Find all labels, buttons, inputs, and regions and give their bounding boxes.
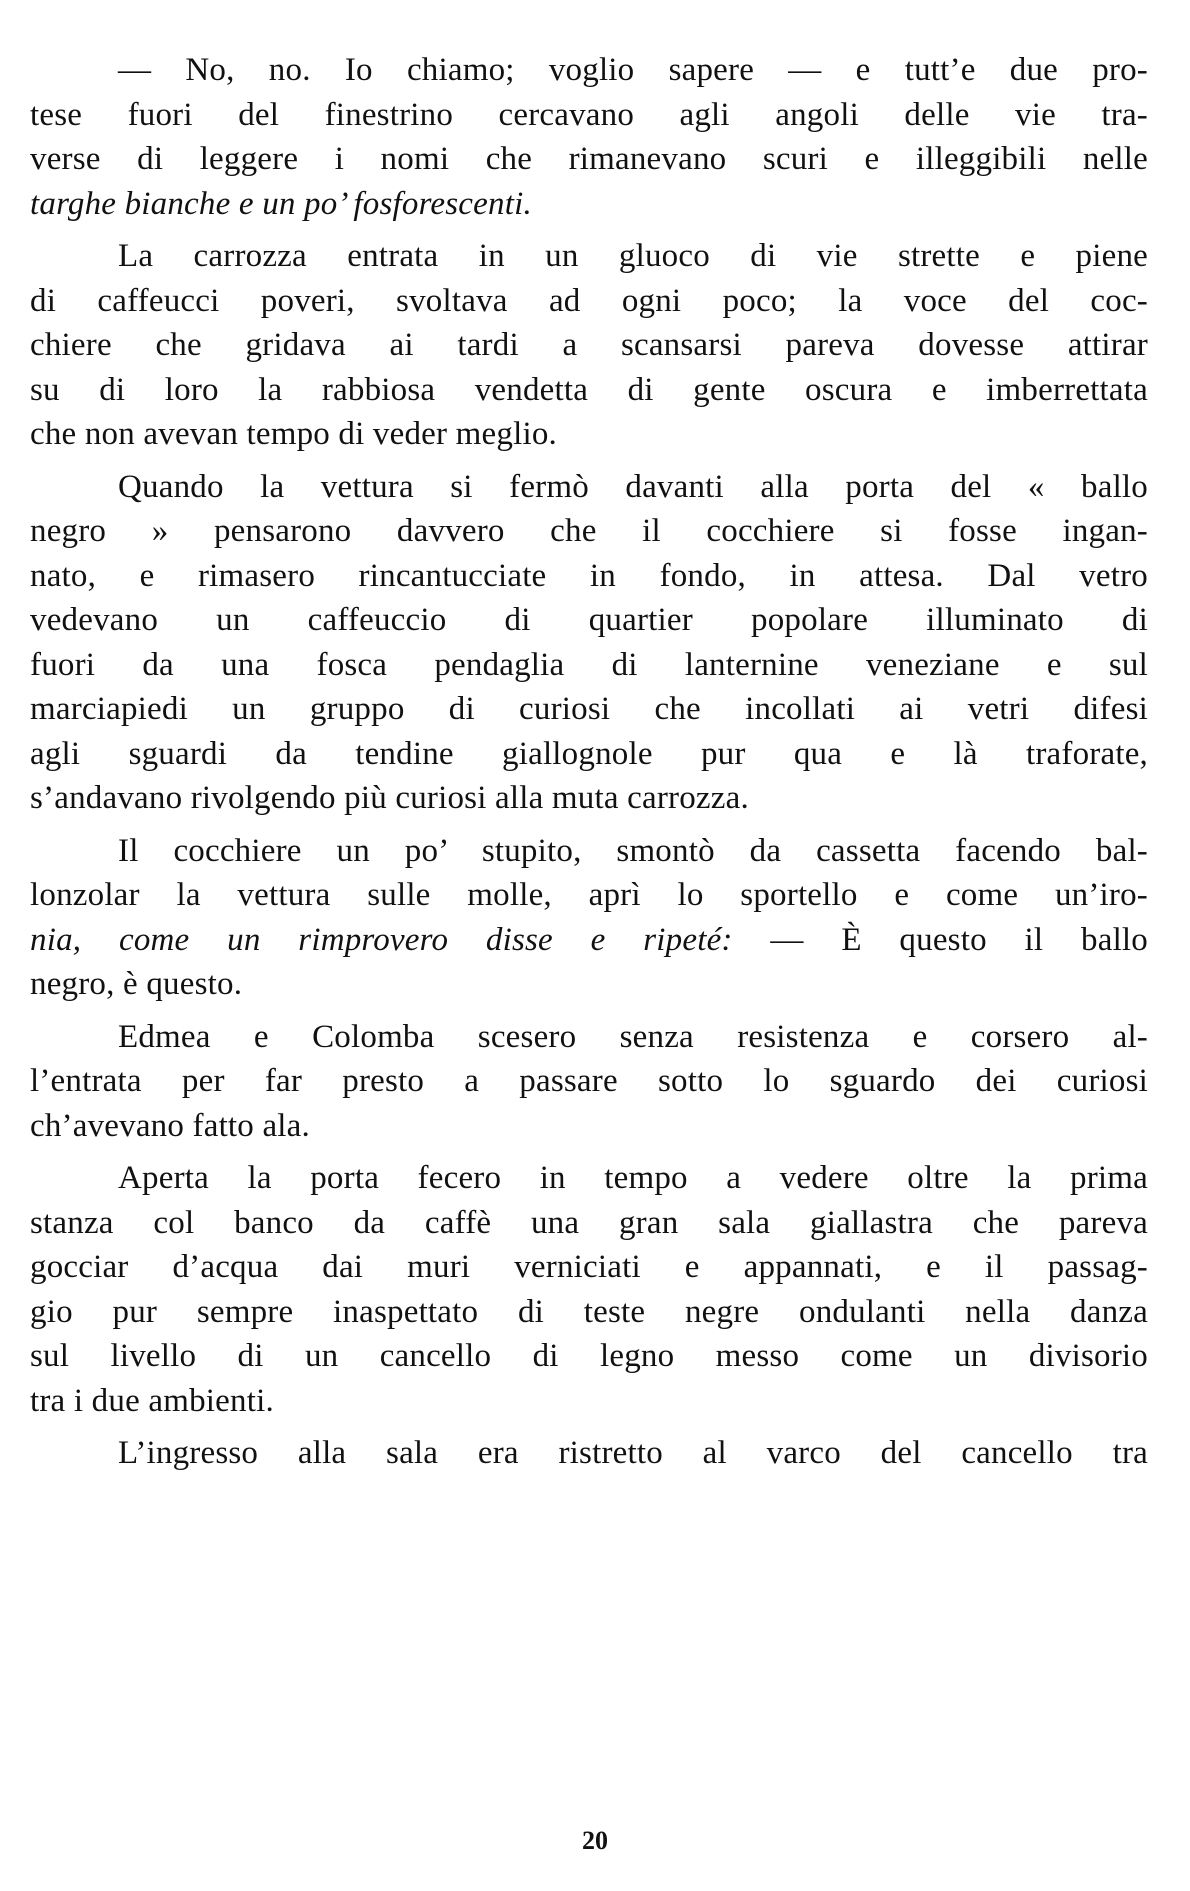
- text-line: Il cocchiere un po’ stupito, smontò da cassetta facendo bal-: [118, 832, 1148, 869]
- text-line: gio pur sempre inaspettato di teste negre ondulanti nella danza: [30, 1293, 1148, 1330]
- text-line: fuori da una fosca pendaglia di lanternine veneziane e sul: [30, 646, 1148, 683]
- text-line: Edmea e Colomba scesero senza resistenza e corsero al-: [118, 1018, 1148, 1055]
- text-line: La carrozza entrata in un gluoco di vie strette e piene: [118, 238, 1148, 274]
- text-line-mixed: [30, 918, 1148, 963]
- paragraph-7: [30, 1431, 1148, 1476]
- text-line: negro » pensarono davvero che il cocchiere si fosse ingan-: [30, 513, 1148, 549]
- text-line: agli sguardi da tendine giallognole pur qua e là traforate,: [30, 735, 1148, 772]
- text-line: L’ingresso alla sala era ristretto al varco del cancello tra: [118, 1435, 1148, 1471]
- text-line: marciapiedi un gruppo di curiosi che incollati ai vetri difesi: [30, 691, 1148, 727]
- text-line: l’entrata per far presto a passare sotto lo sguardo dei curiosi: [30, 1063, 1148, 1099]
- dialogue-phrase: — È questo il ballo: [732, 921, 1149, 958]
- page-number: 20: [582, 1826, 608, 1855]
- paragraph-6: [30, 1156, 1148, 1423]
- italic-phrase: nia, come un rimprovero disse e ripeté:: [30, 921, 733, 958]
- text-line: sul livello di un cancello di legno messo come un divisorio: [30, 1338, 1148, 1374]
- text-line: ch’avevano fatto ala.: [30, 1107, 310, 1144]
- text-line: s’andavano rivolgendo più curiosi alla muta carrozza.: [30, 780, 749, 816]
- text-line: di caffeucci poveri, svoltava ad ogni poco; la voce del coc-: [30, 282, 1148, 319]
- text-line: su di loro la rabbiosa vendetta di gente oscura e imberrettata: [30, 371, 1148, 408]
- paragraph-5: [30, 1015, 1148, 1149]
- text-line: tra i due ambienti.: [30, 1382, 274, 1419]
- text-line: Aperta la porta fecero in tempo a vedere oltre la prima: [118, 1160, 1148, 1196]
- text-line: lonzolar la vettura sulle molle, aprì lo sportello e come un’iro-: [30, 877, 1148, 913]
- text-line: verse di leggere i nomi che rimanevano scuri e illeggibili nelle: [30, 141, 1148, 177]
- text-line: tese fuori del finestrino cercavano agli angoli delle vie tra-: [30, 96, 1148, 133]
- text-line: negro, è questo.: [30, 966, 243, 1002]
- body-text: [30, 48, 1148, 1476]
- paragraph-3: [30, 465, 1148, 821]
- text-line: chiere che gridava ai tardi a scansarsi pareva dovesse attirar: [30, 327, 1148, 363]
- paragraph-1: [30, 48, 1148, 226]
- paragraph-2: [30, 234, 1148, 457]
- paragraph-4: [30, 829, 1148, 1007]
- text-line: targhe bianche e un po’ fosforescenti.: [30, 185, 532, 222]
- text-line: che non avevan tempo di veder meglio.: [30, 416, 557, 452]
- text-line: — No, no. Io chiamo; voglio sapere — e tutt’e due pro-: [118, 52, 1148, 88]
- text-line: Quando la vettura si fermò davanti alla porta del « ballo: [118, 468, 1148, 505]
- text-line: stanza col banco da caffè una gran sala giallastra che pareva: [30, 1204, 1148, 1241]
- text-line: nato, e rimasero rincantucciate in fondo, in attesa. Dal vetro: [30, 557, 1148, 594]
- text-line: vedevano un caffeuccio di quartier popolare illuminato di: [30, 602, 1148, 638]
- text-line: gocciar d’acqua dai muri verniciati e appannati, e il passag-: [30, 1249, 1148, 1285]
